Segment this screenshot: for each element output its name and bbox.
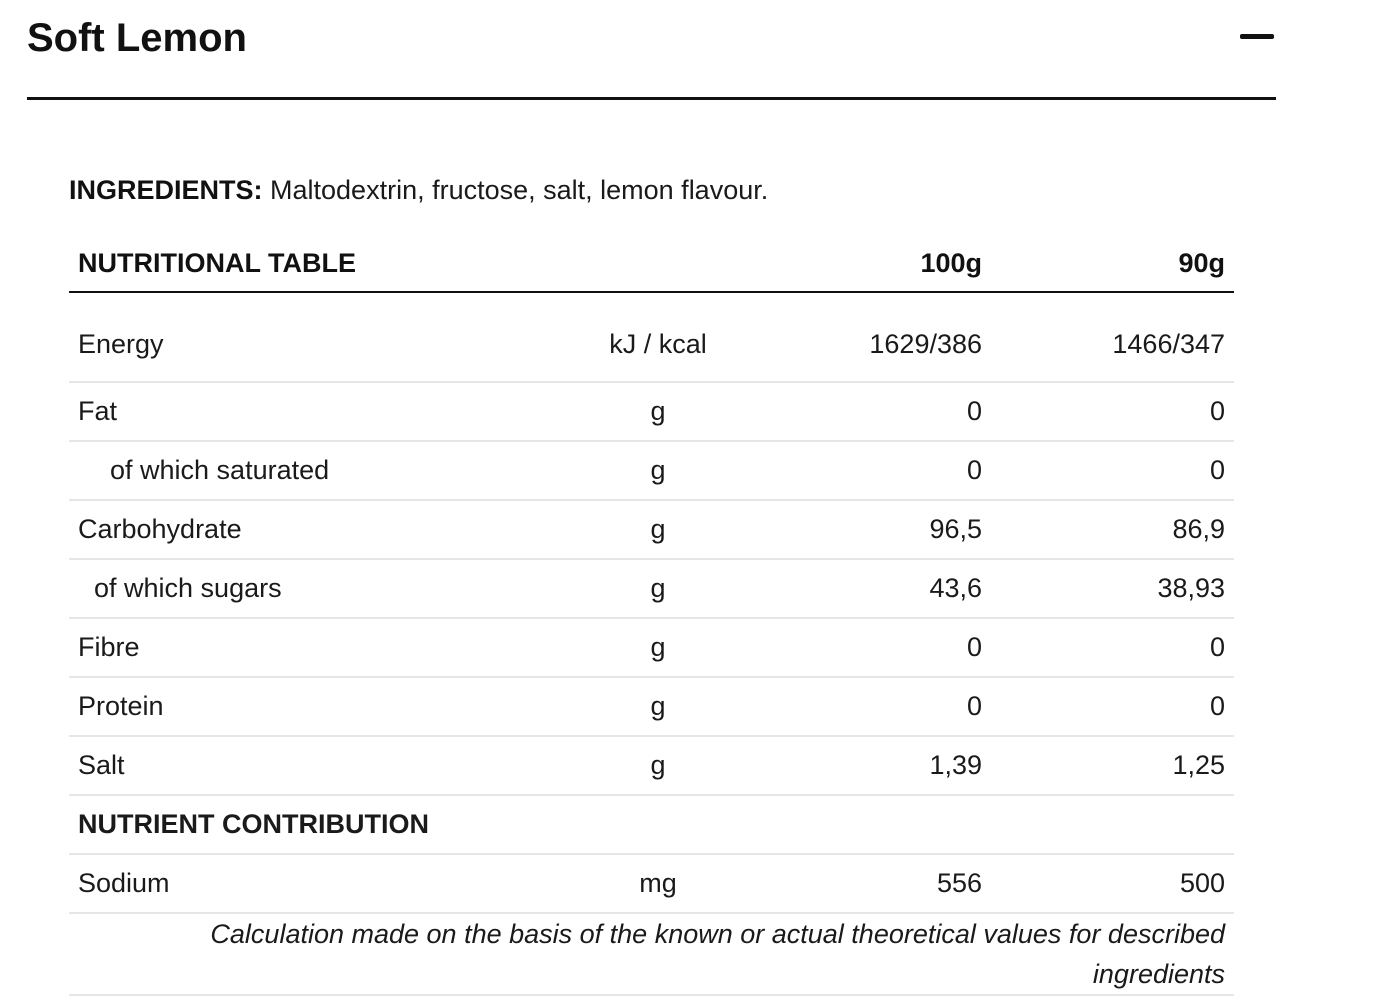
table-row (69, 677, 1234, 736)
calculation-note: Calculation made on the basis of the known or actual theoretical values for described ingredients (69, 913, 1234, 995)
ingredients-label: INGREDIENTS: (69, 175, 263, 205)
value-100g: 43,6 (747, 559, 991, 618)
nutrient-unit: mg (569, 854, 747, 913)
value-100g: 96,5 (747, 500, 991, 559)
note-row (69, 913, 1234, 995)
value-90g: 0 (991, 618, 1234, 677)
column-header-100g: 100g (747, 235, 991, 292)
table-row (69, 500, 1234, 559)
value-90g: 500 (991, 854, 1234, 913)
value-100g: 1629/386 (747, 292, 991, 382)
minus-icon (1240, 34, 1274, 39)
nutritional-table (69, 235, 1234, 996)
value-100g: 0 (747, 677, 991, 736)
collapse-button[interactable] (1233, 18, 1273, 58)
table-row (69, 382, 1234, 441)
product-title: Soft Lemon (27, 16, 247, 60)
nutrient-name: of which saturated (69, 441, 569, 500)
value-90g: 0 (991, 382, 1234, 441)
value-100g: 0 (747, 441, 991, 500)
value-100g: 1,39 (747, 736, 991, 795)
nutrient-name: of which sugars (69, 559, 569, 618)
section-title: NUTRIENT CONTRIBUTION (69, 795, 1234, 854)
table-row (69, 736, 1234, 795)
nutrient-name: Salt (69, 736, 569, 795)
table-row (69, 559, 1234, 618)
table-title: NUTRITIONAL TABLE (69, 235, 747, 292)
nutrient-name: Energy (69, 292, 569, 382)
value-100g: 0 (747, 618, 991, 677)
value-90g: 1,25 (991, 736, 1234, 795)
nutrient-name: Fat (69, 382, 569, 441)
nutrient-unit: g (569, 736, 747, 795)
ingredients-text (69, 170, 1229, 210)
nutrient-unit: g (569, 382, 747, 441)
ingredients-list: Maltodextrin, fructose, salt, lemon flavour. (262, 175, 769, 205)
nutrient-unit: g (569, 441, 747, 500)
value-100g: 556 (747, 854, 991, 913)
table-row (69, 441, 1234, 500)
value-90g: 0 (991, 441, 1234, 500)
value-90g: 1466/347 (991, 292, 1234, 382)
table-row (69, 618, 1234, 677)
nutrient-name: Carbohydrate (69, 500, 569, 559)
nutrient-name: Protein (69, 677, 569, 736)
table-header-row (69, 235, 1234, 292)
table-row (69, 854, 1234, 913)
table-row (69, 292, 1234, 382)
value-100g: 0 (747, 382, 991, 441)
nutrient-unit: g (569, 500, 747, 559)
nutrient-unit: g (569, 677, 747, 736)
nutrient-unit: g (569, 559, 747, 618)
accordion-header[interactable] (27, 0, 1276, 100)
value-90g: 86,9 (991, 500, 1234, 559)
column-header-90g: 90g (991, 235, 1234, 292)
nutrient-unit: kJ / kcal (569, 292, 747, 382)
nutrient-name: Sodium (69, 854, 569, 913)
nutrient-name: Fibre (69, 618, 569, 677)
value-90g: 0 (991, 677, 1234, 736)
nutrient-unit: g (569, 618, 747, 677)
section-row (69, 795, 1234, 854)
value-90g: 38,93 (991, 559, 1234, 618)
